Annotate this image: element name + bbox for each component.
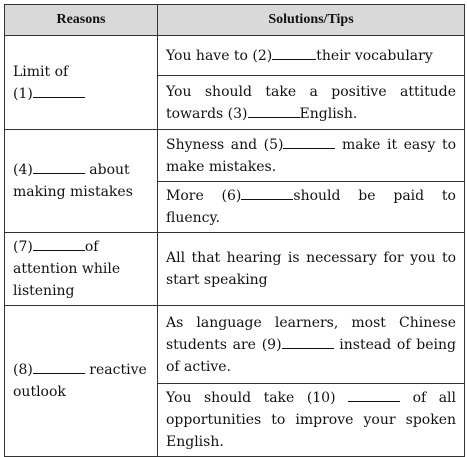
reason-cell-1 bbox=[5, 36, 158, 130]
reason-text: of attention while listening bbox=[13, 239, 121, 299]
solution-cell-3 bbox=[158, 76, 465, 130]
solution-text: Shyness and (5) bbox=[166, 136, 284, 153]
blank-10[interactable] bbox=[348, 387, 400, 402]
reason-text: about making mistakes bbox=[13, 162, 133, 200]
solution-text: instead of being of active. bbox=[166, 336, 456, 375]
solution-text: should be paid to fluency. bbox=[166, 188, 456, 226]
reason-text: reactive outlook bbox=[13, 362, 147, 400]
reason-cell-7 bbox=[5, 233, 158, 306]
solution-text: You should take a positive attitude towards (3) bbox=[166, 83, 456, 122]
reason-number: (8) bbox=[13, 362, 33, 378]
solution-cell-7 bbox=[158, 233, 465, 306]
table-header-row bbox=[5, 5, 465, 36]
solution-cell-2 bbox=[158, 36, 465, 76]
reason-number: (7) bbox=[13, 239, 33, 255]
reason-number: (1) bbox=[13, 85, 33, 102]
solution-cell-9 bbox=[158, 306, 465, 384]
reason-number: (4) bbox=[13, 162, 33, 178]
solution-text: of all opportunities to improve your spoken English. bbox=[166, 390, 457, 450]
solution-text: You have to (2) bbox=[166, 47, 273, 64]
solution-cell-10 bbox=[158, 384, 465, 457]
blank-4[interactable] bbox=[33, 159, 85, 174]
blank-2[interactable] bbox=[272, 45, 316, 60]
blank-7[interactable] bbox=[33, 236, 85, 251]
header-solutions: Solutions/Tips bbox=[158, 5, 465, 36]
blank-1[interactable] bbox=[33, 83, 85, 98]
blank-5[interactable] bbox=[283, 134, 335, 149]
exercise-table-container bbox=[4, 4, 464, 450]
reasons-solutions-table bbox=[4, 4, 465, 457]
reason-cell-8 bbox=[5, 306, 158, 457]
table-row bbox=[5, 306, 465, 384]
blank-9[interactable] bbox=[282, 334, 334, 349]
solution-text: English. bbox=[299, 105, 358, 122]
reason-cell-4 bbox=[5, 130, 158, 233]
table-row bbox=[5, 233, 465, 306]
solution-text: As language learners, most Chinese students are (9) bbox=[166, 314, 456, 353]
solution-text: You should take (10) bbox=[166, 390, 336, 406]
table-row bbox=[5, 130, 465, 182]
blank-6[interactable] bbox=[241, 185, 293, 200]
reason-text: Limit of bbox=[13, 63, 69, 80]
solution-text: All that hearing is necessary for you to start speaking bbox=[166, 250, 456, 288]
header-reasons: Reasons bbox=[5, 5, 158, 36]
blank-8[interactable] bbox=[33, 359, 85, 374]
blank-3[interactable] bbox=[248, 103, 300, 118]
solution-cell-5 bbox=[158, 130, 465, 182]
table-row bbox=[5, 36, 465, 76]
solution-text: their vocabulary bbox=[316, 47, 433, 64]
solution-cell-6 bbox=[158, 182, 465, 233]
solution-text: make it easy to make mistakes. bbox=[166, 136, 456, 175]
solution-text: More (6) bbox=[166, 188, 242, 204]
